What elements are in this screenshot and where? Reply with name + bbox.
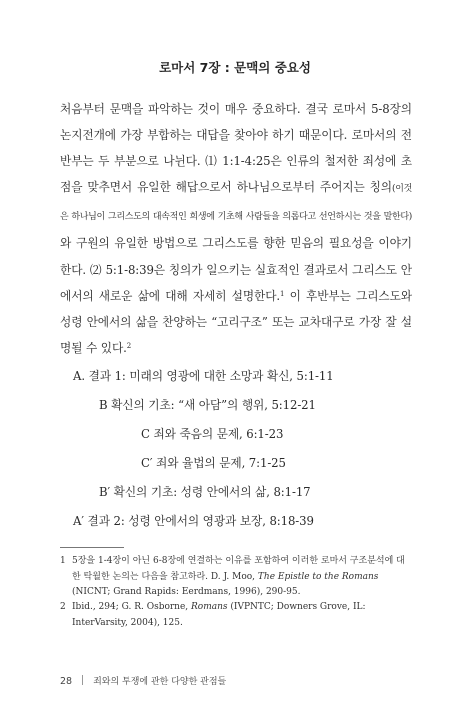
chapter-title: 로마서 7장 : 문맥의 중요성 (159, 60, 311, 75)
paragraph-inline-note: (이것은 하나님이 그리스도의 대속적인 희생에 기초해 사람들을 의롭다고 선언하시는 것을 말한다) (60, 184, 412, 223)
outline-item-a-prime: A′ 결과 2: 성령 안에서의 영광과 보장, 8:18-39 (73, 514, 314, 528)
paragraph-text-1: 처음부터 문맥을 파악하는 것이 매우 중요하다. 결국 로마서 5-8장의 논지전개에 가장 부합하는 대답을 찾아야 하기 때문이다. 로마서의 전반부는 두 부분으로 나뉜다. ⑴ 1:1-4:25은 인류의 철저한 죄성에 초점을 맞추면서 유일한 해답으로서 하나님으로부터 주어지는 칭의 (60, 102, 412, 195)
footnote-number: 2 (60, 602, 66, 612)
outline-item-a: A. 결과 1: 미래의 영광에 대한 소망과 확신, 5:1-11 (73, 369, 334, 383)
footnote-ref-1[interactable]: 1 (280, 289, 285, 298)
footer-divider (82, 675, 83, 685)
footnote-1 (60, 554, 412, 601)
paragraph-text-2: 와 구원의 유일한 방법으로 그리스도를 향한 믿음의 필요성을 이야기한다. ⑵ 5:1-8:39은 칭의가 일으키는 실효적인 결과로서 그리스도 안에서의 새로운 삶에 대해 자세히 설명한다. (60, 236, 412, 303)
footnote-book-title: The Epistle to the Romans (257, 571, 379, 582)
outline-item-c-prime: C′ 죄와 율법의 문제, 7:1-25 (141, 456, 286, 470)
footnote-number: 1 (60, 556, 66, 566)
outline-item-b: B 확신의 기초: “새 아담”의 행위, 5:12-21 (99, 398, 316, 412)
footnote-text: Ibid., 294; G. R. Osborne, (72, 602, 192, 612)
page-number: 28 (60, 676, 73, 687)
outline-item-b-prime: B′ 확신의 기초: 성령 안에서의 삶, 8:1-17 (99, 485, 311, 499)
outline-item-c: C 죄와 죽음의 문제, 6:1-23 (141, 427, 284, 441)
footnote-text: (IVPNTC; Downers Grove, IL: InterVarsity, 2004), 125. (72, 602, 366, 628)
footnote-ref-2[interactable]: 2 (126, 341, 132, 350)
footnote-text: (NICNT; Grand Rapids: Eerdmans, 1996), 290-95. (72, 587, 301, 597)
footnote-text: 5장을 1-4장이 아닌 6-8장에 연결하는 이유를 포함하여 이러한 로마서 구조분석에 대한 탁월한 논의는 다음을 참고하라. D. J. Moo, (72, 556, 405, 582)
paragraph-text-3: 이 후반부는 그리스도와 성령 안에서의 삶을 찬양하는 “고리구조” 또는 교차대구로 가장 잘 설명될 수 있다. (60, 288, 412, 355)
page-footer (60, 674, 226, 687)
footnote-book-title: Romans (191, 602, 228, 612)
footnote-divider (60, 547, 124, 548)
footnote-2 (60, 600, 412, 631)
running-title: 죄와의 투쟁에 관한 다양한 관점들 (93, 677, 227, 687)
